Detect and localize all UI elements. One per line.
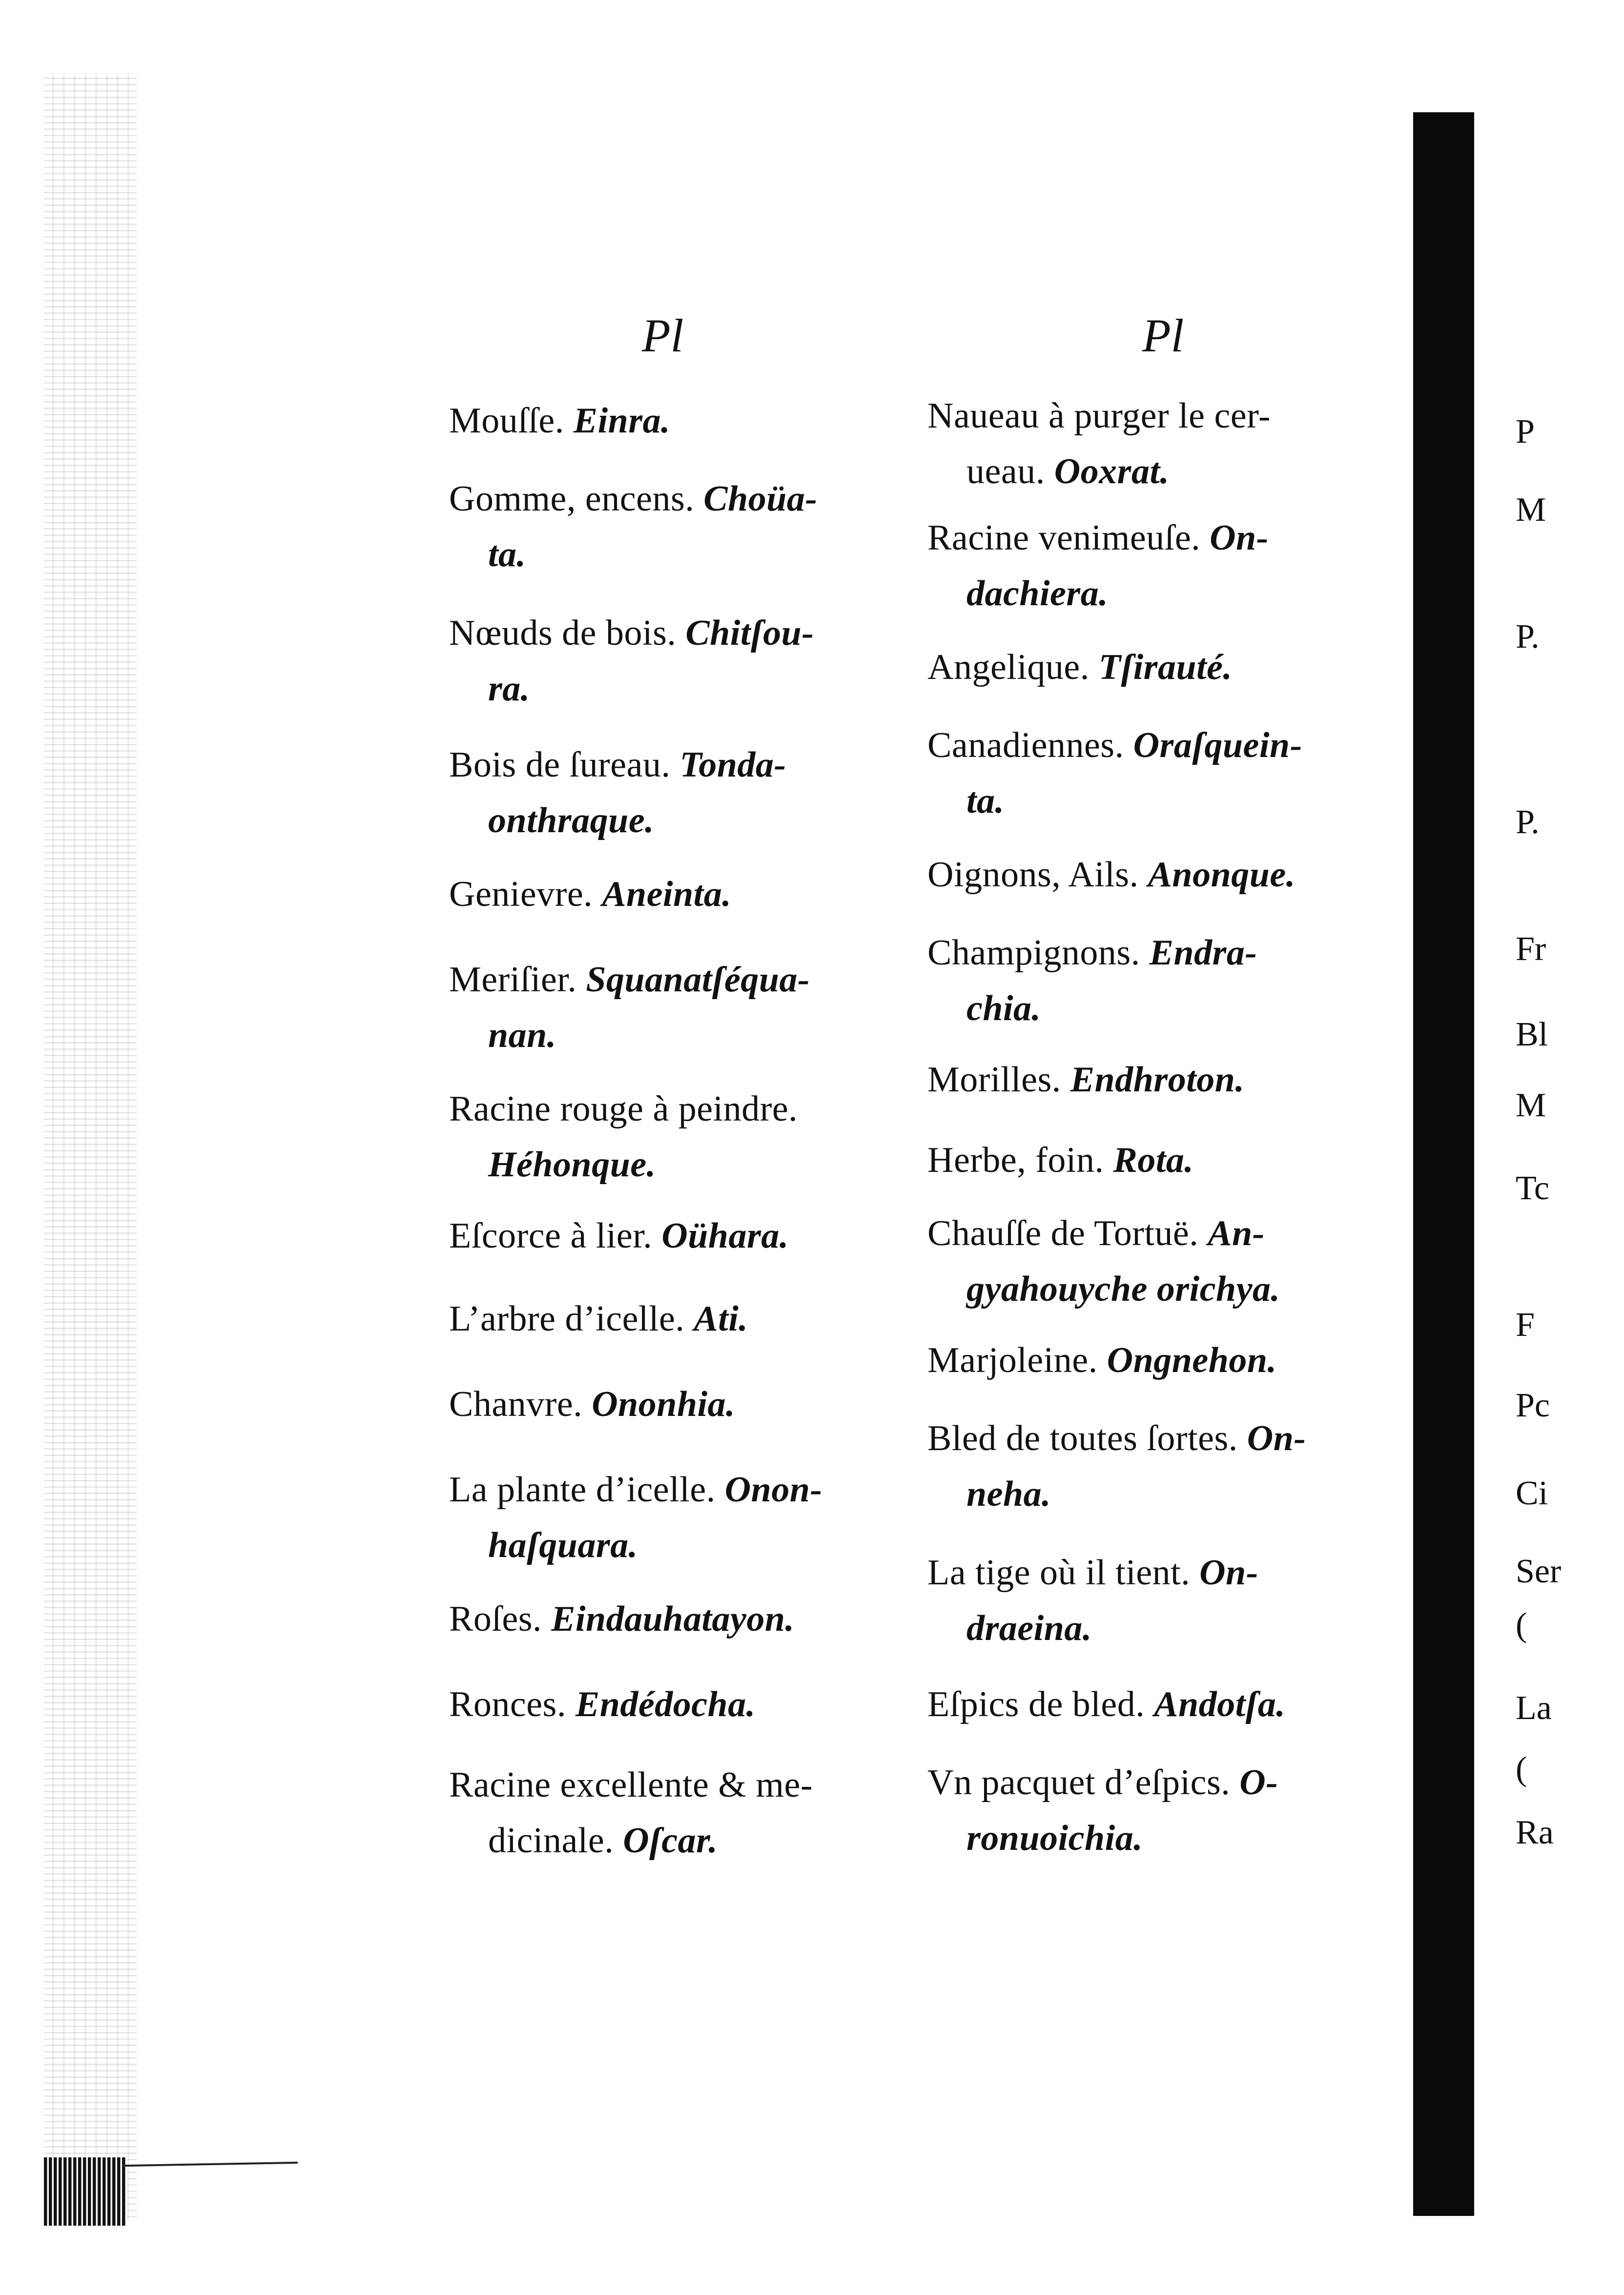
entry-huron: Ononhia. (592, 1384, 736, 1424)
entry-french: Meriſier. (449, 960, 586, 1000)
right-column-header: Pl (1142, 309, 1184, 362)
entry-french: Racine venimeuſe. (927, 518, 1210, 558)
entry-huron-cont: nan. (488, 1015, 556, 1055)
entry-french: Bois de ſureau. (449, 745, 680, 785)
entry-french: Angelique. (927, 647, 1099, 687)
entry-huron: Ongnehon. (1107, 1340, 1277, 1380)
entry-huron-cont: ta. (488, 534, 526, 574)
entry-huron: Aneinta. (602, 874, 732, 914)
entry-huron: Oühara. (661, 1216, 789, 1256)
entry-huron-cont: ronuoichia. (966, 1818, 1143, 1858)
entry-french: Gomme, encens. (449, 479, 704, 519)
entry-huron-cont: neha. (966, 1474, 1051, 1514)
edge-fragment: Bl (1516, 1016, 1548, 1053)
entry-french: Nœuds de bois. (449, 613, 686, 653)
entry-huron: Endra- (1149, 933, 1257, 973)
entry-huron: Einra. (573, 401, 671, 441)
entry-huron: On- (1247, 1418, 1306, 1458)
entry-french: Racine excellente & me- (449, 1765, 813, 1805)
entry-huron-cont: ta. (966, 781, 1005, 821)
entry-french-cont: ueau. (966, 451, 1054, 492)
entry-french: Herbe, foin. (927, 1140, 1113, 1180)
entry-huron: Endhroton. (1070, 1060, 1245, 1100)
left-entry-racine-rouge (449, 1081, 918, 1192)
entry-huron-cont: ra. (488, 669, 530, 709)
entry-huron: On- (1199, 1553, 1258, 1593)
right-entry-espics (927, 1677, 1396, 1732)
scan-gutter-shadow (44, 2157, 127, 2226)
right-entry-herbe (927, 1132, 1396, 1188)
entry-huron-cont: draeina. (966, 1608, 1092, 1648)
entry-huron: Tſirauté. (1098, 647, 1233, 687)
entry-french: Marjoleine. (927, 1340, 1107, 1380)
edge-fragment: P. (1516, 803, 1540, 841)
edge-fragment: ( (1516, 1606, 1527, 1644)
entry-french: Eſpics de bled. (927, 1684, 1154, 1724)
left-column-header: Pl (642, 309, 684, 362)
entry-french: Racine rouge à peindre. (449, 1089, 798, 1129)
right-entry-naueau (927, 388, 1396, 499)
left-entry-roses (449, 1591, 918, 1647)
entry-huron: Endédocha. (575, 1684, 756, 1724)
entry-french: Chauſſe de Tortuë. (927, 1213, 1208, 1253)
edge-fragment: Pc (1516, 1387, 1550, 1424)
left-entry-merisier (449, 952, 918, 1063)
entry-huron-cont: Ooxrat. (1054, 451, 1170, 492)
entry-french: Ronces. (449, 1684, 576, 1724)
right-entry-bled (927, 1411, 1396, 1522)
entry-huron: Anonque. (1148, 855, 1295, 895)
entry-french: Champignons. (927, 933, 1150, 973)
entry-huron-cont: haſquara. (488, 1525, 638, 1565)
right-entry-angelique (927, 639, 1396, 695)
left-entry-gomme (449, 471, 918, 582)
right-entry-champignons (927, 925, 1396, 1036)
entry-huron: Eindauhatayon. (551, 1599, 795, 1639)
entry-french: L’arbre d’icelle. (449, 1299, 694, 1339)
edge-fragment: Tc (1516, 1169, 1549, 1207)
entry-huron: Choüa- (703, 479, 818, 519)
entry-huron-cont: onthraque. (488, 800, 655, 840)
edge-fragment: ( (1516, 1750, 1527, 1788)
left-entry-escorce (449, 1208, 918, 1264)
right-entry-oignons (927, 847, 1396, 902)
entry-huron: Ati. (694, 1299, 748, 1339)
entry-huron: Rota. (1113, 1140, 1194, 1180)
right-entry-racine-venimeuse (927, 510, 1396, 621)
right-entry-pacquet (927, 1755, 1396, 1866)
left-entry-mousse (449, 393, 918, 449)
entry-huron: On- (1210, 518, 1269, 558)
scan-gutter-noise (44, 73, 137, 2221)
edge-fragment: Ser (1516, 1553, 1562, 1590)
entry-huron-cont: Héhonque. (488, 1145, 656, 1185)
right-entry-tige (927, 1545, 1396, 1656)
right-entry-canadiennes (927, 717, 1396, 829)
entry-huron: Onon- (724, 1470, 822, 1510)
entry-french: Bled de toutes ſortes. (927, 1418, 1247, 1458)
edge-fragment: Ra (1516, 1814, 1554, 1851)
entry-huron: Chitſou- (685, 613, 814, 653)
edge-fragment: P (1516, 413, 1535, 451)
entry-french: Naueau à purger le cer- (927, 396, 1271, 436)
left-entry-arbre (449, 1291, 918, 1347)
left-entry-racine-excellente (449, 1757, 918, 1868)
edge-fragment: Fr (1516, 930, 1546, 968)
entry-huron-cont: gyahouyche orichya. (966, 1269, 1280, 1309)
entry-french-cont: dicinale. (488, 1821, 623, 1861)
right-entry-chausse (927, 1206, 1396, 1317)
edge-fragment: P. (1516, 618, 1540, 656)
entry-huron: O- (1239, 1762, 1278, 1803)
entry-huron: Squanatſéqua- (586, 960, 810, 1000)
right-entry-morilles (927, 1052, 1396, 1107)
entry-french: Mouſſe. (449, 401, 574, 441)
left-entry-genievre (449, 866, 918, 922)
entry-french: La tige où il tient. (927, 1553, 1200, 1593)
entry-huron: An- (1208, 1213, 1265, 1253)
entry-huron: Tonda- (679, 745, 786, 785)
entry-french: Eſcorce à lier. (449, 1216, 662, 1256)
entry-french: Chanvre. (449, 1384, 592, 1424)
left-entry-bois-sureau (449, 737, 918, 848)
binding-shadow-bar (1413, 112, 1474, 2216)
entry-huron-cont: dachiera. (966, 574, 1109, 614)
edge-fragment: F (1516, 1306, 1535, 1344)
entry-french: Genievre. (449, 874, 602, 914)
entry-huron-cont: Oſcar. (623, 1821, 718, 1861)
edge-fragment: M (1516, 491, 1546, 529)
right-entry-marjoleine (927, 1332, 1396, 1388)
scan-stray-line (122, 2162, 298, 2167)
entry-huron: Oraſquein- (1133, 725, 1302, 765)
entry-huron-cont: chia. (966, 988, 1041, 1028)
entry-french: Canadiennes. (927, 725, 1133, 765)
left-entry-chanvre (449, 1376, 918, 1432)
entry-french: Vn pacquet d’eſpics. (927, 1762, 1240, 1803)
left-entry-ronces (449, 1677, 918, 1732)
entry-huron: Andotſa. (1154, 1684, 1286, 1724)
edge-fragment: M (1516, 1086, 1546, 1124)
left-entry-plante (449, 1462, 918, 1573)
entry-french: Morilles. (927, 1060, 1070, 1100)
entry-french: La plante d’icelle. (449, 1470, 725, 1510)
left-entry-noeuds (449, 605, 918, 717)
edge-fragment: La (1516, 1689, 1552, 1727)
entry-french: Oignons, Ails. (927, 855, 1148, 895)
entry-french: Roſes. (449, 1599, 552, 1639)
edge-fragment: Ci (1516, 1475, 1548, 1512)
